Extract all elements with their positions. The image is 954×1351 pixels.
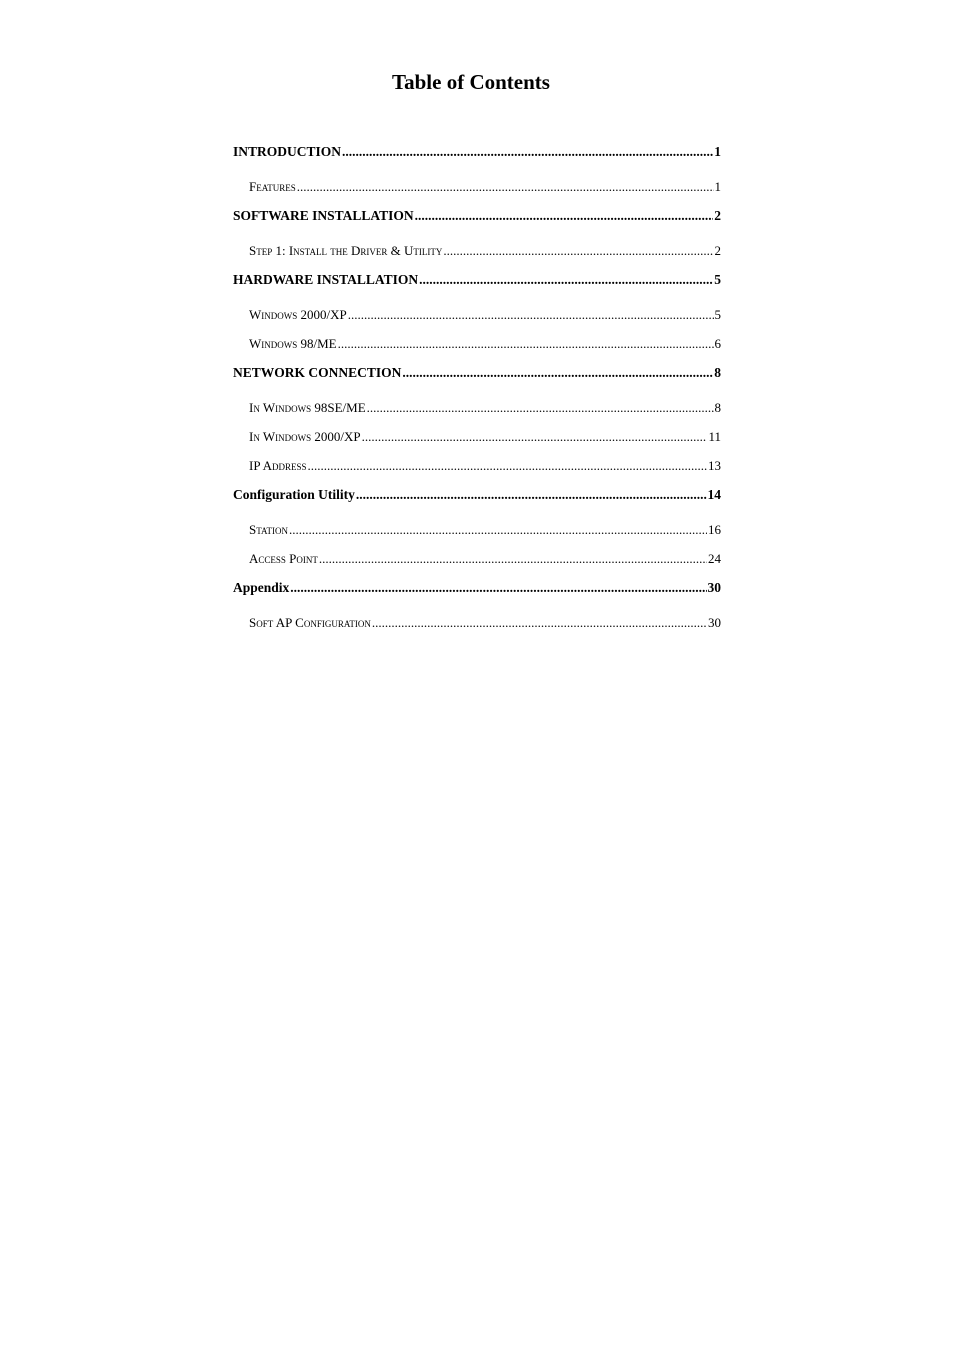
toc-dot-leader bbox=[297, 178, 714, 196]
toc-dot-leader bbox=[372, 614, 707, 632]
toc-entry-appendix[interactable] bbox=[233, 579, 721, 597]
toc-dot-leader bbox=[402, 364, 713, 382]
toc-entry-label: SOFTWARE INSTALLATION bbox=[233, 208, 414, 223]
toc-entry-page: 14 bbox=[707, 487, 721, 502]
toc-dot-leader bbox=[367, 399, 714, 417]
toc-entry-configuration-utility[interactable] bbox=[233, 486, 721, 504]
toc-entry-page: 8 bbox=[714, 365, 721, 380]
toc-entry-introduction[interactable] bbox=[233, 143, 721, 161]
toc-entry-soft-ap-configuration[interactable] bbox=[233, 614, 721, 632]
toc-entry-page: 11 bbox=[708, 429, 721, 444]
toc-entry-page: 24 bbox=[708, 551, 721, 566]
toc-entry-label: Access Point bbox=[249, 551, 318, 566]
toc-entry-network-connection[interactable] bbox=[233, 364, 721, 382]
toc-entry-page: 5 bbox=[714, 307, 721, 322]
toc-dot-leader bbox=[362, 428, 708, 446]
toc-entry-page: 5 bbox=[714, 272, 721, 287]
toc-entry-label: Windows 98/ME bbox=[249, 336, 337, 351]
toc-entry-ip-address[interactable] bbox=[233, 457, 721, 475]
page-title: Table of Contents bbox=[392, 70, 550, 94]
toc-entry-page: 16 bbox=[708, 522, 721, 537]
toc-dot-leader bbox=[319, 550, 707, 568]
table-of-contents bbox=[233, 140, 721, 632]
toc-entry-hardware-installation[interactable] bbox=[233, 271, 721, 289]
toc-dot-leader bbox=[415, 207, 714, 225]
toc-entry-page: 13 bbox=[708, 458, 721, 473]
toc-entry-label: HARDWARE INSTALLATION bbox=[233, 272, 419, 287]
toc-entry-station[interactable] bbox=[233, 521, 721, 539]
toc-entry-install-driver-utility[interactable] bbox=[233, 242, 721, 260]
toc-entry-label: Windows 2000/XP bbox=[249, 307, 347, 322]
toc-entry-label: INTRODUCTION bbox=[233, 144, 342, 159]
toc-entry-page: 8 bbox=[714, 400, 721, 415]
toc-entry-windows-2000-xp[interactable] bbox=[233, 306, 721, 324]
toc-entry-label: In Windows 2000/XP bbox=[249, 429, 361, 444]
toc-dot-leader bbox=[308, 457, 707, 475]
toc-entry-page: 1 bbox=[714, 144, 721, 159]
toc-entry-in-windows-98se-me[interactable] bbox=[233, 399, 721, 417]
toc-dot-leader bbox=[290, 579, 706, 597]
toc-entry-features[interactable] bbox=[233, 178, 721, 196]
toc-dot-leader bbox=[419, 271, 713, 289]
toc-dot-leader bbox=[356, 486, 707, 504]
toc-entry-in-windows-2000-xp[interactable] bbox=[233, 428, 721, 446]
toc-entry-label: Soft AP Configuration bbox=[249, 615, 371, 630]
toc-entry-label: Configuration Utility bbox=[233, 487, 355, 502]
toc-entry-label: Station bbox=[249, 522, 289, 537]
toc-entry-label: Features bbox=[249, 179, 296, 194]
toc-entry-page: 30 bbox=[707, 580, 721, 595]
toc-dot-leader bbox=[289, 521, 707, 539]
toc-entry-access-point[interactable] bbox=[233, 550, 721, 568]
toc-entry-page: 6 bbox=[714, 336, 721, 351]
toc-entry-page: 2 bbox=[714, 243, 721, 258]
toc-entry-label: Appendix bbox=[233, 580, 290, 595]
toc-entry-label: IP Address bbox=[249, 458, 307, 473]
toc-dot-leader bbox=[443, 242, 713, 260]
toc-entry-label: NETWORK CONNECTION bbox=[233, 365, 402, 380]
toc-entry-label: In Windows 98SE/ME bbox=[249, 400, 366, 415]
toc-entry-page: 2 bbox=[714, 208, 721, 223]
toc-dot-leader bbox=[338, 335, 714, 353]
toc-dot-leader bbox=[348, 306, 714, 324]
toc-entry-windows-98-me[interactable] bbox=[233, 335, 721, 353]
toc-entry-label: Step 1: Install the Driver & Utility bbox=[249, 243, 443, 258]
toc-entry-page: 30 bbox=[708, 615, 721, 630]
toc-dot-leader bbox=[342, 143, 713, 161]
toc-entry-software-installation[interactable] bbox=[233, 207, 721, 225]
toc-entry-page: 1 bbox=[714, 179, 721, 194]
